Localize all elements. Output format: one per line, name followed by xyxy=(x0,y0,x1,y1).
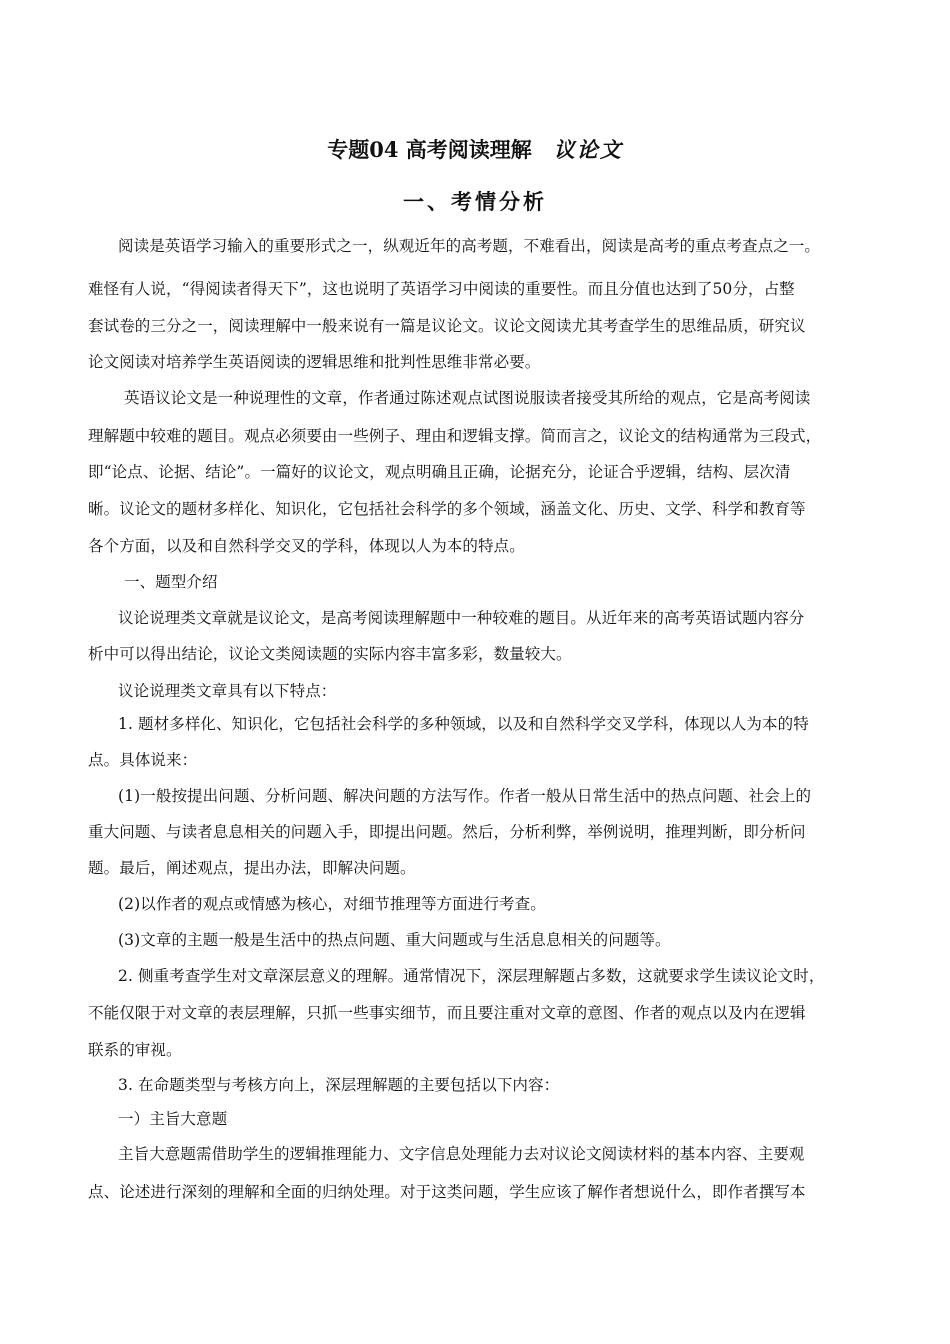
paragraph-line: 析中可以得出结论，议论文类阅读题的实际内容丰富多彩，数量较大。 xyxy=(88,645,572,663)
document-title xyxy=(0,134,950,164)
title-subtitle: 议论文 xyxy=(553,137,623,162)
paragraph-line: 议论说理类文章就是议论文，是高考阅读理解题中一种较难的题目。从近年来的高考英语试题内容分 xyxy=(118,609,805,627)
paragraph-line: 阅读是英语学习输入的重要形式之一，纵观近年的高考题，不难看出，阅读是高考的重点考查点之一。 xyxy=(118,237,821,255)
paragraph-line: 即“论点、论据、结论”。一篇好的议论文，观点明确且正确，论据充分，论证合乎逻辑，结构、层次清 xyxy=(88,463,791,481)
list-item: 3. 在命题类型与考核方向上，深层理解题的主要包括以下内容： xyxy=(118,1076,560,1094)
paragraph-line: 点、论述进行深刻的理解和全面的归纳处理。对于这类问题，学生应该了解作者想说什么，即作者撰写本 xyxy=(88,1183,806,1201)
paragraph-line: 论文阅读对培养学生英语阅读的逻辑思维和批判性思维非常必要。 xyxy=(88,353,541,371)
paragraph-line: 主旨大意题需借助学生的逻辑推理能力、文字信息处理能力去对议论文阅读材料的基本内容、主要观 xyxy=(118,1145,805,1163)
list-item: (2)以作者的观点或情感为核心，对细节推理等方面进行考查。 xyxy=(118,895,546,913)
paragraph-line: 联系的审视。 xyxy=(88,1041,182,1059)
paragraph-line: 重大问题、与读者息息相关的问题入手，即提出问题。然后，分析利弊，举例说明，推理判断，即分析问 xyxy=(88,823,806,841)
paragraph-line: 理解题中较难的题目。观点必须要由一些例子、理由和逻辑支撑。简而言之，议论文的结构通常为三段式， xyxy=(88,427,822,445)
paragraph-line: 不能仅限于对文章的表层理解，只抓一些事实细节，而且要注重对文章的意图、作者的观点以及内在逻辑 xyxy=(88,1004,806,1022)
list-item: (3)文章的主题一般是生活中的热点问题、重大问题或与生活息息相关的问题等。 xyxy=(118,931,671,949)
list-item: 2. 侧重考查学生对文章深层意义的理解。通常情况下，深层理解题占多数，这就要求学生读议论文时， xyxy=(118,967,825,985)
section-heading: 一、考情分析 xyxy=(403,189,547,214)
subsection-heading: 一、题型介绍 xyxy=(124,573,218,591)
list-item: 1. 题材多样化、知识化，它包括社会科学的多种领域，以及和自然科学交叉学科，体现以人为本的特 xyxy=(118,715,809,733)
paragraph-line: 晰。议论文的题材多样化、知识化，它包括社会科学的多个领域，涵盖文化、历史、文学、科学和教育等 xyxy=(88,500,806,518)
paragraph-line: 点。具体说来： xyxy=(88,751,198,769)
paragraph-line: 议论说理类文章具有以下特点： xyxy=(118,682,337,700)
title-main: 专题04 高考阅读理解 xyxy=(327,137,532,162)
list-item: (1)一般按提出问题、分析问题、解决问题的方法写作。作者一般从日常生活中的热点问题、社会上的 xyxy=(118,787,812,805)
paragraph-line: 题。最后，阐述观点，提出办法，即解决问题。 xyxy=(88,859,416,877)
paragraph-line: 难怪有人说，“得阅读者得天下”，这也说明了英语学习中阅读的重要性。而且分值也达到了50分，占整 xyxy=(88,280,795,298)
paragraph-line: 套试卷的三分之一，阅读理解中一般来说有一篇是议论文。议论文阅读尤其考查学生的思维品质，研究议 xyxy=(88,317,806,335)
paragraph-line: 各个方面，以及和自然科学交叉的学科，体现以人为本的特点。 xyxy=(88,537,525,555)
subsection-heading: 一）主旨大意题 xyxy=(118,1110,228,1128)
paragraph-line: 英语议论文是一种说理性的文章，作者通过陈述观点试图说服读者接受其所给的观点，它是高考阅读 xyxy=(124,389,811,407)
